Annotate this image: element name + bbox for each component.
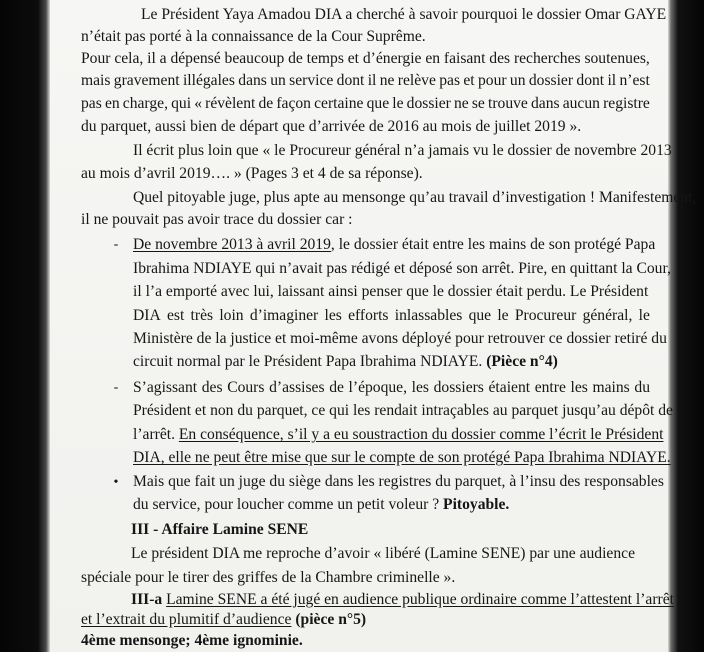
subsection-line [131,590,674,610]
paragraph-line: Pour cela, il a dépensé beaucoup de temps et d’énergie en faisant des recherches soutenues, [81,50,650,67]
paragraph-line: au mois d’avril 2019…. » (Pages 3 et 4 de sa réponse). [81,165,423,182]
paragraph-line: du parquet, aussi bien de départ que d’arrivée de 2016 au mois de juillet 2019 ». [81,118,582,135]
photo-dark-edge-right [668,0,704,652]
list-item-line [133,425,663,445]
paragraph-line: Le Président Yaya Amadou DIA a cherché à savoir pourquoi le dossier Omar GAYE [141,6,667,23]
photo-dark-edge-left [0,0,50,652]
subsection-line [81,610,366,630]
list-item-line: Mais que fait un juge du siège dans les registres du parquet, à l’insu des responsables [133,473,664,490]
paragraph-line: spéciale pour le tirer des griffes de la Chambre criminelle ». [81,569,456,586]
list-item-line [133,448,671,468]
paragraph-line: mais gravement illégales dans un service dont il ne relève pas et pour un dossier dont il n’est [81,72,650,89]
bold-remark: Pitoyable. [443,496,510,513]
list-item-text: l’arrêt. [133,426,179,443]
subsection-label: III-a [131,591,167,608]
list-item-line: S’agissant des Cours d’assises de l’époque, les dossiers étaient entre les mains du [133,379,650,396]
list-bullet: • [113,475,119,490]
underlined-statement: DIA, elle ne peut être mise que sur le compte de son protégé Papa Ibrahima NDIAYE. [133,449,671,466]
closing-statement: 4ème mensonge; 4ème ignominie. [81,632,303,649]
paragraph-line: pas en charge, qui « révèlent de façon certaine que le dossier ne se trouve dans aucun registre [81,95,650,112]
paragraph-line: il ne pouvait pas avoir trace du dossier car : [81,211,353,228]
list-item-text: circuit normal par le Président Papa Ibrahima NDIAYE. [133,353,487,370]
list-item-line [133,352,558,372]
list-item-line [133,235,655,255]
paragraph-line: n’était pas porté à la connaissance de la Cour Suprême. [81,28,426,45]
exhibit-reference: (pièce n°5) [291,611,367,628]
list-item-line: Ministère de la justice et moi-même avons déployé pour retrouver ce dossier retiré du [133,330,667,347]
list-item-line [133,495,509,515]
list-item-line: Ibrahima NDIAYE qui n’avait pas rédigé et déposé son arrêt. Pire, en quittant la Cour, [133,260,671,277]
underlined-date-range: De novembre 2013 à avril 2019 [133,236,331,253]
underlined-statement: et l’extrait du plumitif d’audience [81,611,292,628]
list-item-text: , le dossier était entre les mains de son protégé Papa [330,236,656,253]
document-page [50,0,697,652]
list-bullet: - [113,237,119,252]
list-bullet: - [113,380,119,395]
paragraph-line: Quel pitoyable juge, plus apte au mensonge qu’au travail d’investigation ! Manifestement, [133,189,697,206]
section-heading: III - Affaire Lamine SENE [131,521,309,538]
list-item-text: du service, pour loucher comme un petit voleur ? [133,496,444,513]
paragraph-line: Le président DIA me reproche d’avoir « libéré (Lamine SENE) par une audience [131,545,635,562]
list-item-line: Président et non du parquet, ce qui les rendait intraçables au parquet jusqu’au dépôt de [133,402,673,419]
paragraph-line: Il écrit plus loin que « le Procureur général n’a jamais vu le dossier de novembre 2013 [133,142,672,159]
exhibit-reference: (Pièce n°4) [486,353,558,370]
list-item-line: il l’a emporté avec lui, laissant ainsi penser que le dossier était perdu. Le Président [133,283,649,300]
list-item-line: DIA est très loin d’imaginer les efforts inlassables que le Procureur général, le [133,307,650,324]
underlined-statement: En conséquence, s’il y a eu soustraction du dossier comme l’écrit le Président [178,426,664,443]
underlined-statement: Lamine SENE a été jugé en audience publique ordinaire comme l’attestent l’arrêt [166,591,674,608]
